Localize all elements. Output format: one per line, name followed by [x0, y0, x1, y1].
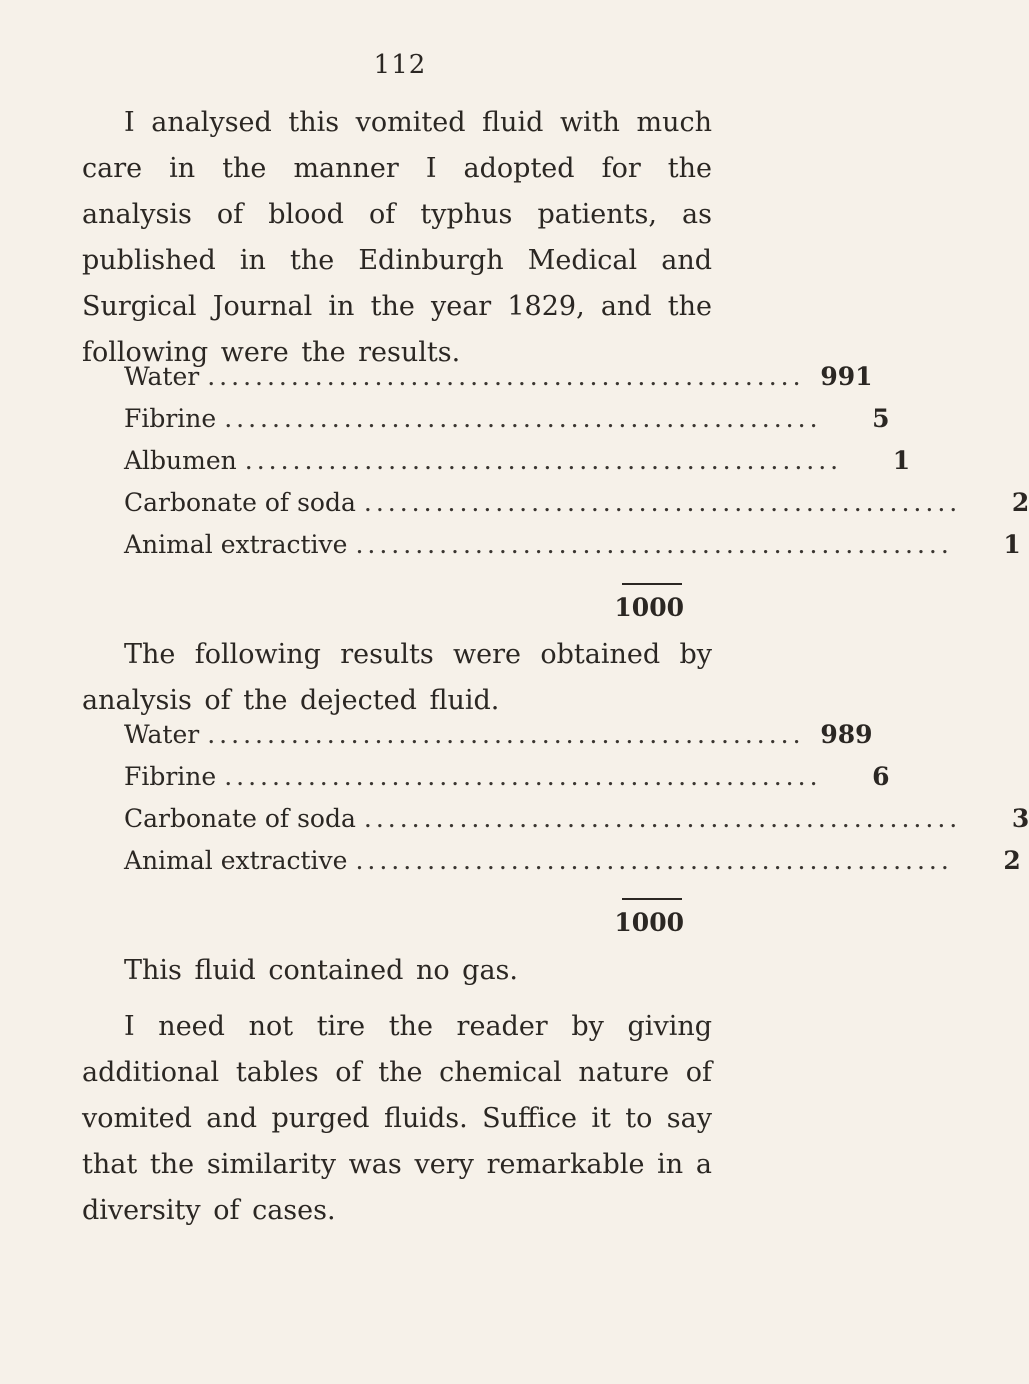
table-row: [124, 362, 873, 404]
row-label: Animal extractive: [124, 530, 348, 559]
table-row: [124, 488, 1029, 530]
row-value: 6: [872, 762, 890, 791]
leader-dots: ..................................................: [355, 846, 953, 875]
row-value: 989: [820, 720, 873, 749]
table-total: 1000: [614, 908, 684, 937]
table-row: [124, 446, 911, 488]
sum-rule: [622, 898, 682, 900]
table-row: [124, 804, 1029, 846]
row-label: Water: [124, 720, 200, 749]
row-label: Fibrine: [124, 404, 217, 433]
leader-dots: ..................................................: [363, 804, 962, 833]
leader-dots: ..................................................: [207, 720, 805, 749]
row-value: 991: [820, 362, 873, 391]
row-value: 1: [892, 446, 911, 475]
table-total: 1000: [614, 593, 684, 622]
leader-dots: ..................................................: [207, 362, 805, 391]
row-label: Carbonate of soda: [124, 804, 356, 833]
leader-dots: ..................................................: [355, 530, 953, 559]
table-row: [124, 404, 890, 446]
row-label: Fibrine: [124, 762, 217, 791]
analysis-table-dejected: [124, 720, 1029, 888]
row-label: Albumen: [124, 446, 237, 475]
paragraph-text: This fluid contained no gas.: [124, 955, 518, 986]
row-label: Water: [124, 362, 200, 391]
row-value: 2: [1011, 488, 1029, 517]
paragraph-text: I need not tire the reader by giving additional tables of the chemical nature of vomited and purged fluids. Suffice it to say that the similarity was very remarkable in a diversity of cases.: [82, 1011, 712, 1226]
paragraph-no-gas: [82, 948, 712, 994]
leader-dots: ..................................................: [224, 404, 822, 433]
row-label: Carbonate of soda: [124, 488, 356, 517]
analysis-table-vomited: [124, 362, 1029, 572]
paragraph-text: The following results were obtained by analysis of the dejected fluid.: [82, 639, 712, 716]
paragraph-text: I analysed this vomited fluid with much care in the manner I adopted for the analysis of blood of typhus patients, as published in the Edinburgh Medical and Surgical Journal in the year 1829, and the following were the results.: [82, 107, 712, 368]
table-row: [124, 530, 1021, 572]
page-number: 112: [373, 50, 427, 80]
leader-dots: ..................................................: [224, 762, 822, 791]
leader-dots: ..................................................: [244, 446, 843, 475]
row-value: 1: [1003, 530, 1021, 559]
leader-dots: ..................................................: [363, 488, 962, 517]
paragraph-conclusion: [82, 1004, 712, 1234]
table-row: [124, 762, 890, 804]
row-value: 3: [1011, 804, 1029, 833]
paragraph-analysis-intro: [82, 100, 712, 376]
row-label: Animal extractive: [124, 846, 348, 875]
paragraph-dejected-intro: [82, 632, 712, 724]
table-row: [124, 720, 873, 762]
row-value: 2: [1003, 846, 1021, 875]
row-value: 5: [872, 404, 890, 433]
table-row: [124, 846, 1021, 888]
sum-rule: [622, 583, 682, 585]
